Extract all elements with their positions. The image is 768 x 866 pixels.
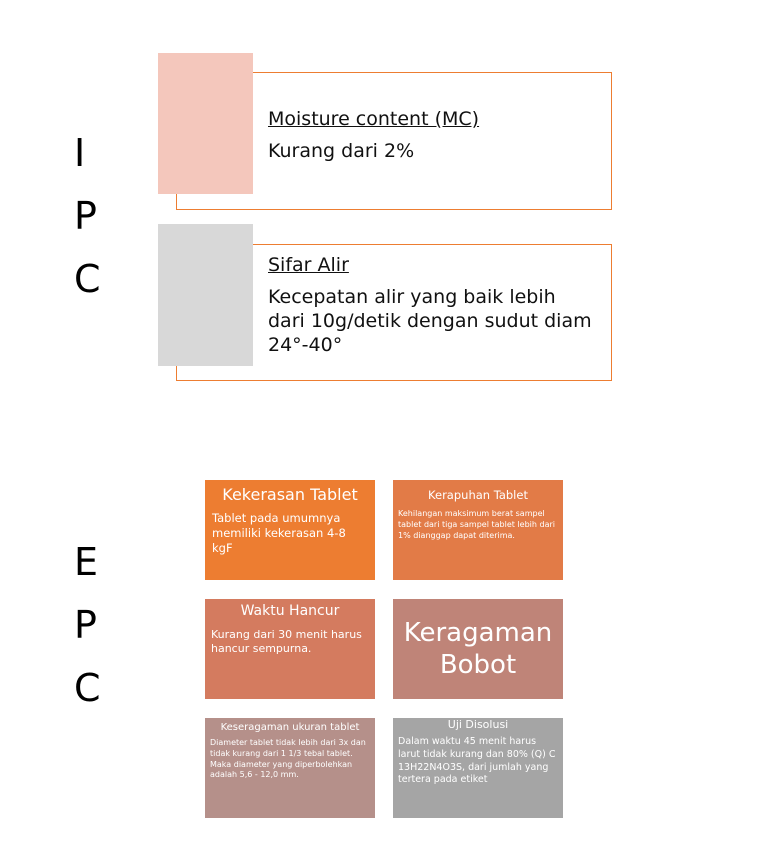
ipc-item-moisture-body: Kurang dari 2% [268, 140, 415, 162]
epc-tile-weight-variation [393, 599, 563, 699]
epc-tile-dissolution-title: Uji Disolusi [447, 718, 509, 731]
epc-tile-size-uniformity-body: Diameter tablet tidak lebih dari 3x dan tidak kurang dari 1 1/3 tebal tablet. Maka diameter yang diperbolehkan adalah 5,6 - 12,0 mm. [210, 738, 366, 780]
epc-tile-friability-title: Kerapuhan Tablet [428, 488, 528, 502]
ipc-item-moisture-title: Moisture content (MC) [268, 108, 480, 130]
epc-tile-disintegration-body: Kurang dari 30 menit harus hancur sempurna. [211, 628, 362, 656]
epc-tile-hardness [205, 480, 375, 580]
ipc-item-moisture-square [158, 53, 253, 194]
ipc-letter-p: P [74, 194, 97, 238]
ipc-item-flow [268, 254, 593, 357]
epc-tile-disintegration [205, 599, 375, 699]
epc-tile-size-uniformity [205, 718, 375, 818]
epc-letter-e: E [74, 540, 99, 584]
ipc-item-moisture [268, 108, 598, 164]
epc-tile-size-uniformity-title: Keseragaman ukuran tablet [220, 722, 360, 733]
epc-letter-c: C [74, 666, 101, 710]
epc-tile-friability [393, 480, 563, 580]
epc-tile-disintegration-title: Waktu Hancur [240, 603, 340, 619]
epc-tile-hardness-body: Tablet pada umumnya memiliki kekerasan 4-8 kgF [212, 511, 346, 555]
ipc-item-flow-title: Sifar Alir [268, 254, 349, 276]
epc-tile-hardness-title: Kekerasan Tablet [222, 485, 358, 504]
epc-tile-weight-variation-title: Keragaman Bobot [403, 617, 553, 680]
epc-tile-dissolution-body: Dalam waktu 45 menit harus larut tidak kurang dan 80% (Q) C 13H22N4O3S, dari jumlah yang tertera pada etiket [398, 736, 556, 786]
ipc-item-flow-body: Kecepatan alir yang baik lebih dari 10g/detik dengan sudut diam 24°-40° [268, 286, 592, 356]
epc-tile-dissolution [393, 718, 563, 818]
epc-tile-friability-body: Kehilangan maksimum berat sampel tablet dari tiga sampel tablet lebih dari 1% dianggap dapat diterima. [398, 509, 555, 541]
ipc-letter-i: I [74, 131, 86, 175]
ipc-item-flow-square [158, 224, 253, 366]
epc-letter-p: P [74, 603, 97, 647]
ipc-letter-c: C [74, 257, 101, 301]
